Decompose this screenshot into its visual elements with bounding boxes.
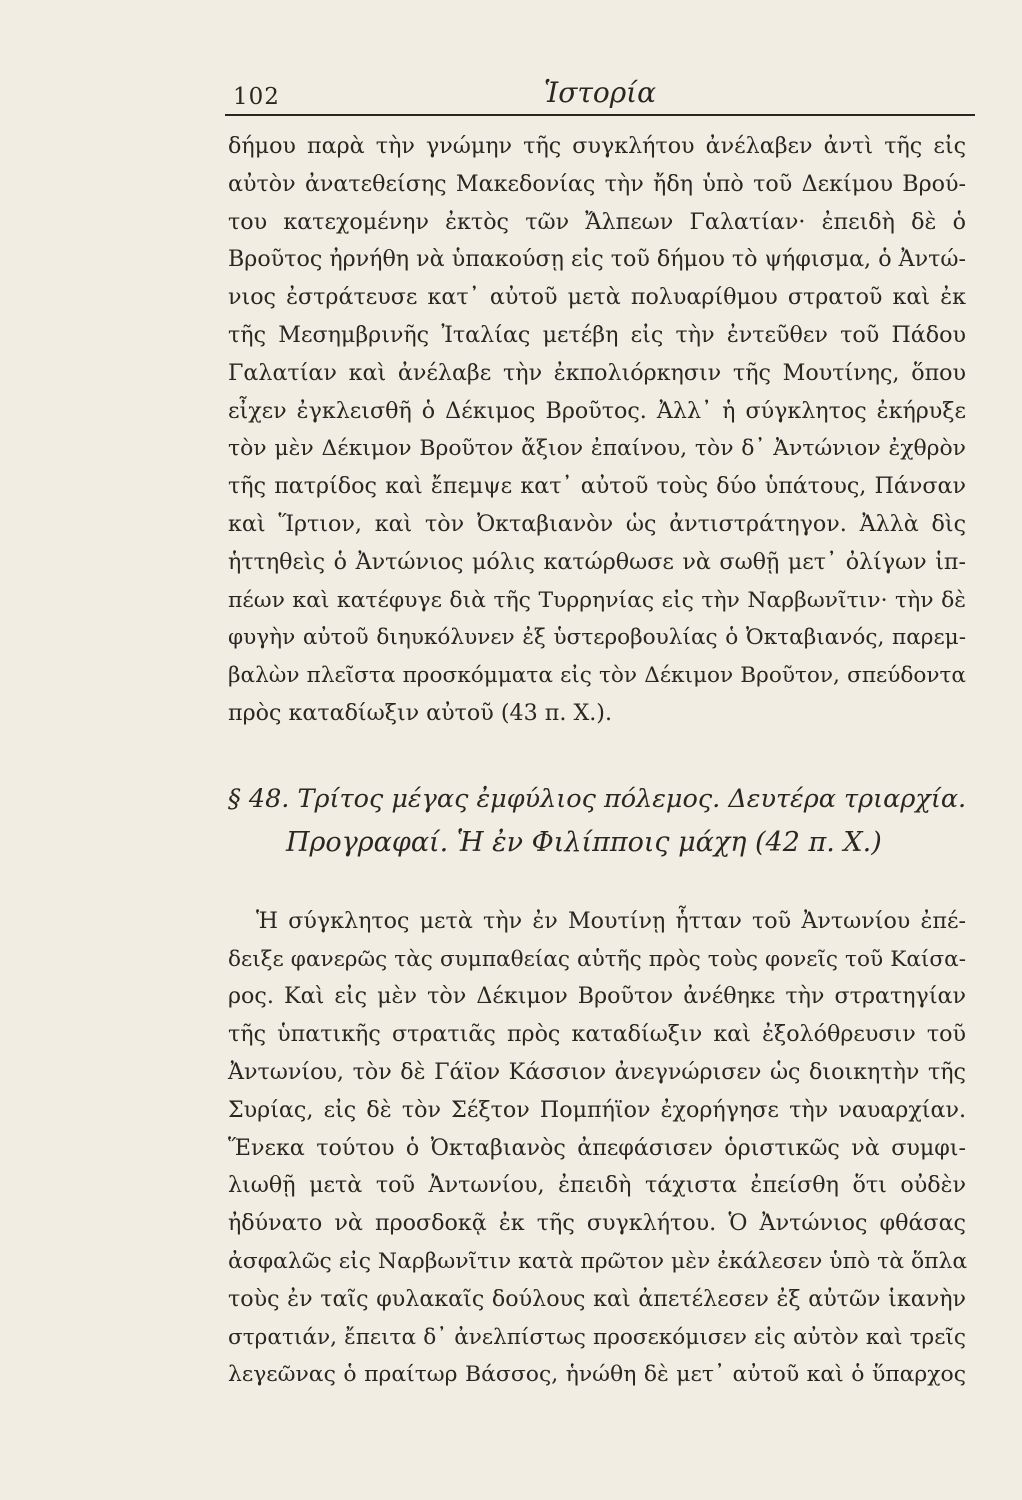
text-line: ἠδύνατο νὰ προσδοκᾷ ἐκ τῆς συγκλήτου. Ὁ Ἀντώνιος φθάσας <box>228 1210 966 1237</box>
text-line: λιωθῇ μετὰ τοῦ Ἀντωνίου, ἐπειδὴ τάχιστα ἐπείσθη ὅτι οὐδὲν <box>228 1172 966 1199</box>
text-line: Βροῦτος ἠρνήθη νὰ ὑπακούσῃ εἰς τοῦ δήμου τὸ ψήφισμα, ὁ Ἀντώ- <box>228 246 966 273</box>
body-text <box>228 128 966 1394</box>
text-line: Συρίας, εἰς δὲ τὸν Σέξτον Πομπήϊον ἐχορήγησε τὴν ναυαρχίαν. <box>228 1096 966 1123</box>
text-line: τῆς ὑπατικῆς στρατιᾶς πρὸς καταδίωξιν καὶ ἐξολόθρευσιν τοῦ <box>228 1021 966 1048</box>
header-rule <box>225 114 975 116</box>
text-line: στρατιάν, ἔπειτα δ᾽ ἀνελπίστως προσεκόμισεν εἰς αὐτὸν καὶ τρεῖς <box>228 1324 966 1350</box>
text-line: ἡττηθεὶς ὁ Ἀντώνιος μόλις κατώρθωσε νὰ σωθῇ μετ᾽ ὀλίγων ἱπ- <box>228 548 966 575</box>
text-line: νιος ἐστράτευσε κατ᾽ αὐτοῦ μετὰ πολυαρίθμου στρατοῦ καὶ ἐκ <box>228 284 966 311</box>
text-line: Ἕνεκα τούτου ὁ Ὀκταβιανὸς ἀπεφάσισεν ὁριστικῶς νὰ συμφι- <box>228 1134 966 1161</box>
text-line: τῆς πατρίδος καὶ ἔπεμψε κατ᾽ αὐτοῦ τοὺς δύο ὑπάτους, Πάνσαν <box>228 473 966 500</box>
text-line: δήμου παρὰ τὴν γνώμην τῆς συγκλήτου ἀνέλαβεν ἀντὶ τῆς εἰς <box>228 133 966 159</box>
text-line: τοὺς ἐν ταῖς φυλακαῖς δούλους καὶ ἀπετέλεσεν ἐξ αὐτῶν ἱκανὴν <box>228 1285 966 1312</box>
text-line: τῆς Μεσημβρινῆς Ἰταλίας μετέβη εἰς τὴν ἐντεῦθεν τοῦ Πάδου <box>228 321 966 348</box>
page-header <box>225 72 975 122</box>
text-line: τὸν μὲν Δέκιμον Βροῦτον ἄξιον ἐπαίνου, τὸν δ᾽ Ἀντώνιον ἐχθρὸν <box>228 436 966 462</box>
text-line: Γαλατίαν καὶ ἀνέλαβε τὴν ἐκπολιόρκησιν τῆς Μουτίνης, ὅπου <box>228 359 966 386</box>
running-title: Ἱστορία <box>543 76 657 109</box>
paragraph-2 <box>228 903 966 1394</box>
section-heading <box>228 777 966 865</box>
text-line: φυγὴν αὐτοῦ διηυκόλυνεν ἐξ ὑστεροβουλίας ὁ Ὀκταβιανός, παρεμ- <box>228 625 966 651</box>
text-line: καὶ Ἵρτιον, καὶ τὸν Ὀκταβιανὸν ὡς ἀντιστράτηγον. Ἀλλὰ δὶς <box>228 510 966 537</box>
text-line: Ἀντωνίου, τὸν δὲ Γάϊον Κάσσιον ἀνεγνώρισεν ὡς διοικητὴν τῆς <box>228 1058 966 1085</box>
text-line: ρος. Καὶ εἰς μὲν τὸν Δέκιμον Βροῦτον ἀνέθηκε τὴν στρατηγίαν <box>228 983 966 1010</box>
text-line: αὐτὸν ἀνατεθείσης Μακεδονίας τὴν ἤδη ὑπὸ τοῦ Δεκίμου Βρού- <box>228 170 966 197</box>
text-line: Ἡ σύγκλητος μετὰ τὴν ἐν Μουτίνῃ ἧτταν τοῦ Ἀντωνίου ἐπέ- <box>256 907 966 934</box>
text-line: λεγεῶνας ὁ πραίτωρ Βάσσος, ἡνώθη δὲ μετ᾽ αὐτοῦ καὶ ὁ ὕπαρχος <box>228 1362 966 1388</box>
page-number: 102 <box>233 84 280 110</box>
text-line: εἶχεν ἐγκλεισθῆ ὁ Δέκιμος Βροῦτος. Ἀλλ᾽ ἡ σύγκλητος ἐκήρυξε <box>228 397 966 424</box>
section-heading-line-2: Προγραφαί. Ἡ ἐν Φιλίπποις μάχη (42 π. Χ.) <box>286 826 882 858</box>
text-line: πρὸς καταδίωξιν αὐτοῦ (43 π. Χ.). <box>228 699 613 726</box>
paragraph-1 <box>228 128 966 733</box>
text-line: βαλὼν πλεῖστα προσκόμματα εἰς τὸν Δέκιμον Βροῦτον, σπεύδοντα <box>228 663 966 689</box>
text-line: ἀσφαλῶς εἰς Ναρβωνῖτιν κατὰ πρῶτον μὲν ἐκάλεσεν ὑπὸ τὰ ὅπλα <box>228 1248 968 1274</box>
section-heading-line-1: § 48. Τρίτος μέγας ἐμφύλιος πόλεμος. Δευτέρα τριαρχία. <box>228 783 967 814</box>
text-line: πέων καὶ κατέφυγε διὰ τῆς Τυρρηνίας εἰς τὴν Ναρβωνῖτιν· τὴν δὲ <box>228 587 966 613</box>
text-line: του κατεχομένην ἐκτὸς τῶν Ἄλπεων Γαλατίαν· ἐπειδὴ δὲ ὁ <box>228 208 966 235</box>
text-line: δειξε φανερῶς τὰς συμπαθείας αὑτῆς πρὸς τοὺς φονεῖς τοῦ Καίσα- <box>228 946 966 972</box>
